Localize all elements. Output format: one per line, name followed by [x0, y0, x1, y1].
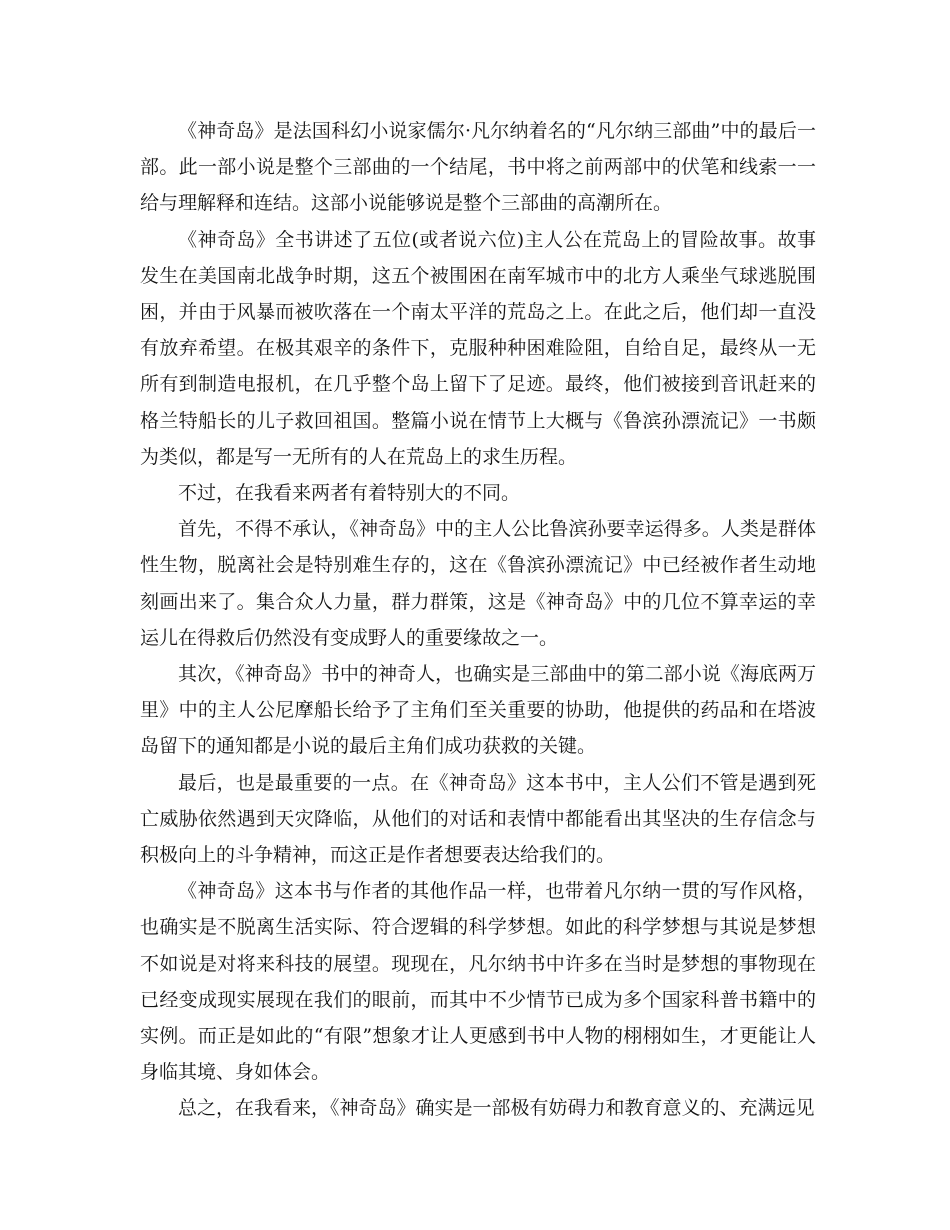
article-body [140, 113, 816, 1127]
paragraph-7: 《神奇岛》这本书与作者的其他作品一样，也带着凡尔纳一贯的写作风格，也确实是不脱离生活实际、符合逻辑的科学梦想。如此的科学梦想与其说是梦想不如说是对将来科技的展望。现现在，凡尔纳书中许多在当时是梦想的事物现在已经变成现实展现在我们的眼前，而其中不少情节已成为多个国家科普书籍中的实例。而正是如此的“有限”想象才让人更感到书中人物的栩栩如生，才更能让人身临其境、身如体会。 [140, 880, 816, 1084]
paragraph-2: 《神奇岛》全书讲述了五位(或者说六位)主人公在荒岛上的冒险故事。故事发生在美国南北战争时期，这五个被围困在南军城市中的北方人乘坐气球逃脱围困，并由于风暴而被吹落在一个南太平洋的荒岛之上。在此之后，他们却一直没有放弃希望。在极其艰辛的条件下，克服种种困难险阻，自给自足，最终从一无所有到制造电报机，在几乎整个岛上留下了足迹。最终，他们被接到音讯赶来的格兰特船长的儿子救回祖国。整篇小说在情节上大概与《鲁滨孙漂流记》一书颇为类似，都是写一无所有的人在荒岛上的求生历程。 [140, 228, 816, 468]
paragraph-1: 《神奇岛》是法国科幻小说家儒尔·凡尔纳着名的“凡尔纳三部曲”中的最后一部。此一部小说是整个三部曲的一个结尾，书中将之前两部中的伏笔和线索一一给与理解释和连结。这部小说能够说是整个三部曲的高潮所在。 [140, 120, 816, 215]
paragraph-8: 总之，在我看来，《神奇岛》确实是一部极有妨碍力和教育意义的、充满远见 [178, 1097, 815, 1120]
paragraph-6: 最后，也是最重要的一点。在《神奇岛》这本书中，主人公们不管是遇到死亡威胁依然遇到天灾降临，从他们的对话和表情中都能看出其坚决的生存信念与积极向上的斗争精神，而这正是作者想要表达给我们的。 [140, 771, 816, 867]
paragraph-3: 不过，在我看来两者有着特别大的不同。 [178, 482, 521, 505]
paragraph-4: 首先，不得不承认，《神奇岛》中的主人公比鲁滨孙要幸运得多。人类是群体性生物，脱离社会是特别难生存的，这在《鲁滨孙漂流记》中已经被作者生动地刻画出来了。集合众人力量，群力群策，这是《神奇岛》中的几位不算幸运的幸运儿在得救后仍然没有变成野人的重要缘故之一。 [140, 518, 816, 649]
paragraph-5: 其次，《神奇岛》书中的神奇人，也确实是三部曲中的第二部小说《海底两万里》中的主人公尼摩船长给予了主角们至关重要的协助，他提供的药品和在塔波岛留下的通知都是小说的最后主角们成功获救的关键。 [140, 663, 816, 758]
